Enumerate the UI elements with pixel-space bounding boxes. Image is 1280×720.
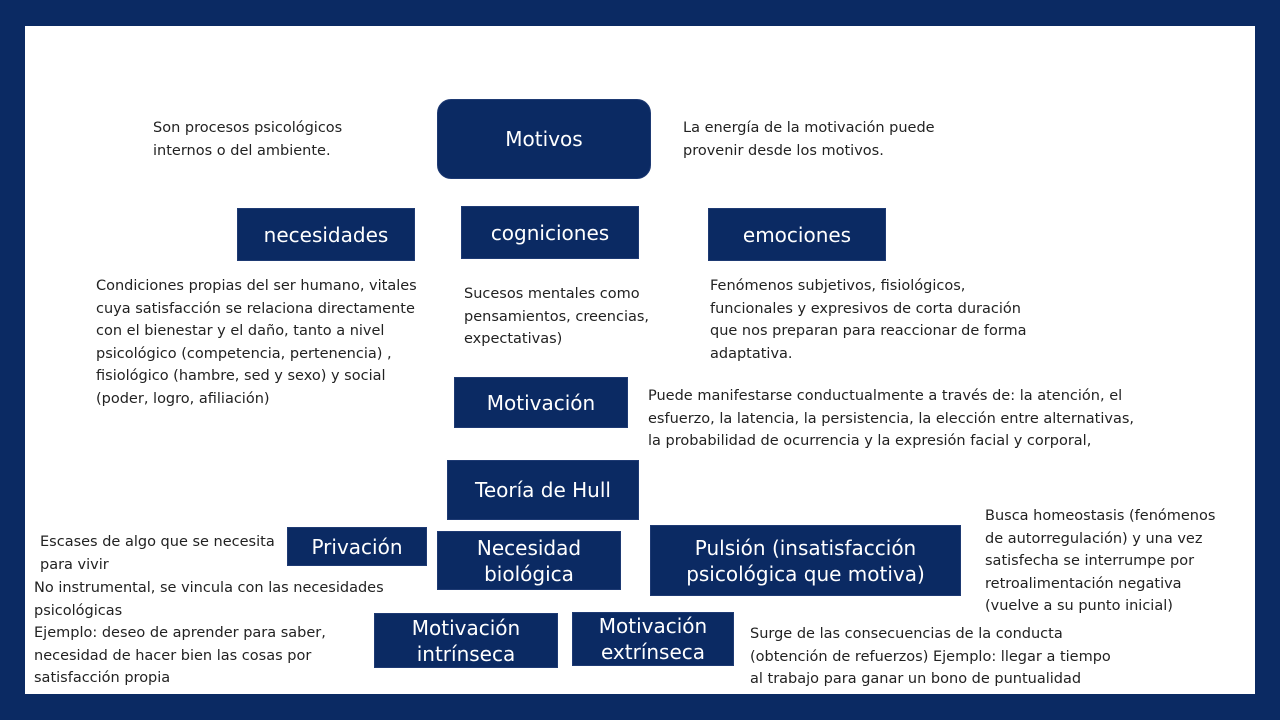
node-pulsion xyxy=(650,525,961,596)
node-teoria-hull xyxy=(447,460,639,520)
note-intrinseca: No instrumental, se vincula con las necesidades psicológicas Ejemplo: deseo de aprender para saber, necesidad de hacer bien las cosas por satisfacción propia xyxy=(34,580,384,686)
node-emociones xyxy=(708,208,886,261)
node-motivacion-label: Motivación xyxy=(486,390,596,415)
node-necesidades-label: necesidades xyxy=(263,222,389,247)
note-cogniciones: Sucesos mentales como pensamientos, creencias, expectativas) xyxy=(464,286,650,347)
node-privacion-label: Privación xyxy=(311,534,403,559)
node-motivacion-intrinseca-label: Motivación intrínseca xyxy=(411,615,521,666)
note-privacion: Escases de algo que se necesita para vivir xyxy=(40,534,275,573)
node-motivacion-intrinseca xyxy=(374,613,558,668)
node-emociones-label: emociones xyxy=(742,222,852,247)
node-motivos-label: Motivos xyxy=(505,127,583,151)
node-necesidad-biologica-label: Necesidad biológica xyxy=(476,535,582,586)
note-necesidades: Condiciones propias del ser humano, vitales cuya satisfacción se relaciona directamente con el bienestar y el daño, tanto a nivel psicológico (competencia, pertenencia) , fisiológico (hambre, sed y sexo) y social (poder, logro, afiliación) xyxy=(96,278,417,407)
node-motivacion-extrinseca xyxy=(572,612,734,666)
node-necesidades xyxy=(237,208,415,261)
note-extrinseca: Surge de las consecuencias de la conducta (obtención de refuerzos) Ejemplo: llegar a tiempo al trabajo para ganar un bono de puntualidad xyxy=(750,626,1111,687)
note-motivacion: Puede manifestarse conductualmente a través de: la atención, el esfuerzo, la latencia, la persistencia, la elección entre alternativas, la probabilidad de ocurrencia y la expresión facial y corporal, xyxy=(648,388,1134,449)
node-necesidad-biologica xyxy=(437,531,621,590)
node-teoria-hull-label: Teoría de Hull xyxy=(475,478,611,502)
node-privacion xyxy=(287,527,427,566)
node-cogniciones-label: cogniciones xyxy=(490,220,610,245)
node-motivos xyxy=(437,99,651,179)
note-motivos-left: Son procesos psicológicos internos o del ambiente. xyxy=(153,120,343,159)
node-motivacion xyxy=(454,377,628,428)
note-motivos-right: La energía de la motivación puede provenir desde los motivos. xyxy=(683,120,935,159)
node-pulsion-label: Pulsión (insatisfacción psicológica que motiva) xyxy=(686,535,925,586)
node-cogniciones xyxy=(461,206,639,259)
node-motivacion-extrinseca-label: Motivación extrínseca xyxy=(598,614,708,664)
note-pulsion: Busca homeostasis (fenómenos de autorregulación) y una vez satisfecha se interrumpe por retroalimentación negativa (vuelve a su punto inicial) xyxy=(985,508,1216,614)
note-emociones: Fenómenos subjetivos, fisiológicos, funcionales y expresivos de corta duración que nos preparan para reaccionar de forma adaptativa. xyxy=(710,278,1027,362)
